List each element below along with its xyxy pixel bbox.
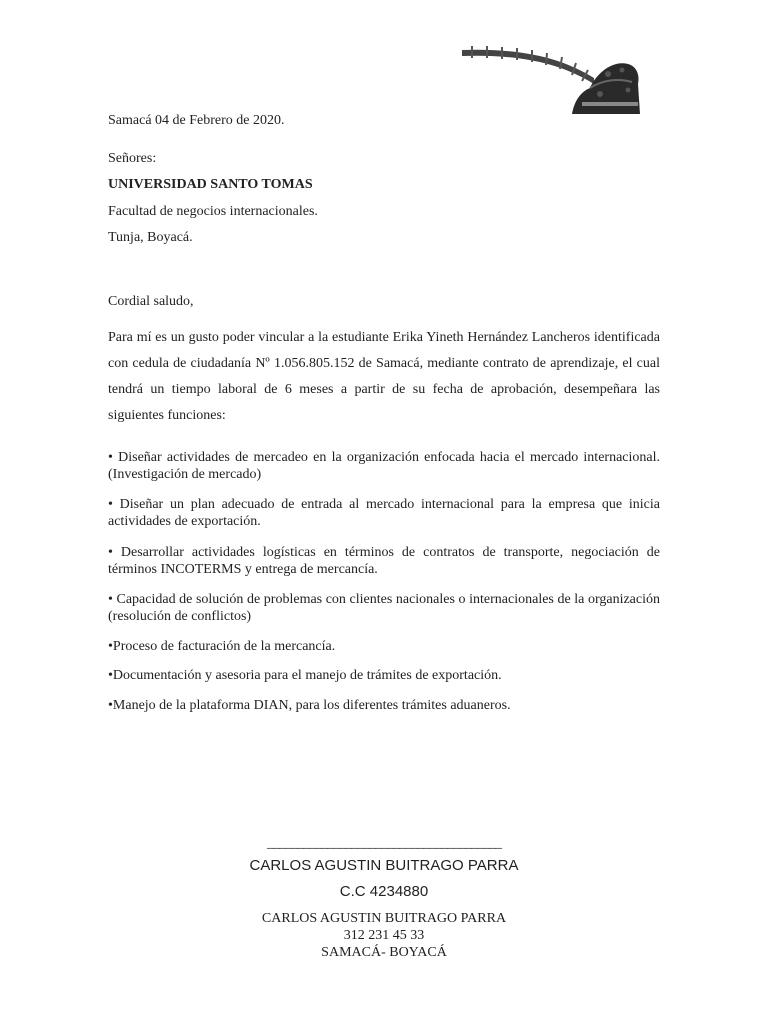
letter-date: Samacá 04 de Febrero de 2020. bbox=[108, 113, 285, 128]
greeting: Cordial saludo, bbox=[108, 294, 194, 309]
function-item: • Capacidad de solución de problemas con clientes nacionales o internacionales de la organización (resolución de conflictos) bbox=[108, 592, 660, 624]
signature-line: _______________________________________ bbox=[267, 836, 501, 851]
recipient-city: Tunja, Boyacá. bbox=[108, 230, 193, 245]
letter-body: Para mí es un gusto poder vincular a la estudiante Erika Yineth Hernández Lancheros identificada con cedula de ciudadanía Nº 1.056.805.152 de Samacá, mediante contrato de aprendizaje, el cual tendrá un tiempo laboral de 6 meses a partir de su fecha de aprobación, desempeñara las siguientes funciones: bbox=[108, 330, 660, 423]
recipient-name: UNIVERSIDAD SANTO TOMAS bbox=[108, 177, 313, 192]
footer-name: CARLOS AGUSTIN BUITRAGO PARRA bbox=[261, 911, 507, 926]
function-item: • Desarrollar actividades logísticas en términos de contratos de transporte, negociación de términos INCOTERMS y entrega de mercancía. bbox=[108, 545, 660, 577]
footer-phone: 312 231 45 33 bbox=[343, 928, 425, 943]
function-item: •Manejo de la plataforma DIAN, para los diferentes trámites aduaneros. bbox=[108, 698, 511, 713]
recipient-faculty: Facultad de negocios internacionales. bbox=[108, 204, 318, 219]
mine-cart-rail-icon bbox=[462, 44, 640, 114]
footer-location: SAMACÁ- BOYACÁ bbox=[321, 945, 447, 960]
function-item: • Diseñar un plan adecuado de entrada al mercado internacional para la empresa que inicia actividades de exportación. bbox=[108, 497, 660, 529]
function-item: •Proceso de facturación de la mercancía. bbox=[108, 639, 336, 654]
signer-name: CARLOS AGUSTIN BUITRAGO PARRA bbox=[249, 857, 519, 874]
function-item: •Documentación y asesoria para el manejo de trámites de exportación. bbox=[108, 668, 502, 683]
function-item: • Diseñar actividades de mercadeo en la organización enfocada hacia el mercado internacional. (Investigación de mercado) bbox=[108, 450, 660, 482]
salutation-to: Señores: bbox=[108, 151, 157, 166]
signer-id: C.C 4234880 bbox=[339, 883, 429, 900]
